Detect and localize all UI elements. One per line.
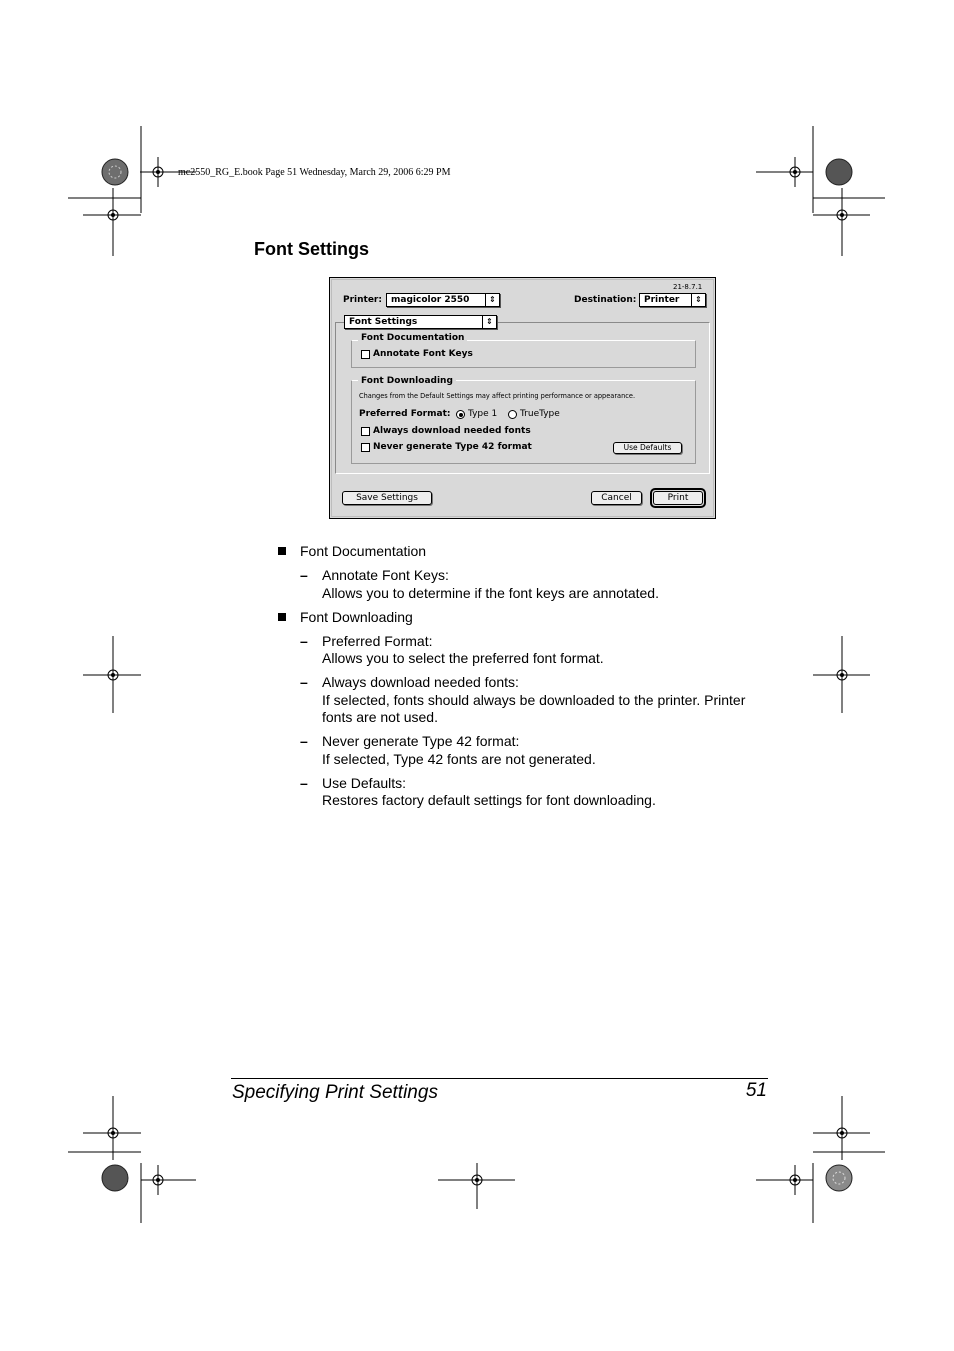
bullet-square-icon: [278, 547, 286, 555]
sub-item-term: Preferred Format:: [322, 632, 433, 649]
sub-item-term: Never generate Type 42 format:: [322, 733, 520, 749]
sub-item-desc: Allows you to determine if the font keys are annotated.: [322, 584, 659, 601]
type1-label: Type 1: [468, 409, 498, 419]
print-header: mc2550_RG_E.book Page 51 Wednesday, March 29, 2006 6:29 PM: [178, 167, 451, 178]
printer-popup-value: magicolor 2550: [391, 295, 470, 305]
sub-item-never-generate: [278, 733, 798, 768]
sub-item-term: Use Defaults:: [322, 774, 407, 791]
footer-rule: [231, 1078, 768, 1079]
annotate-font-keys-checkbox[interactable]: [361, 350, 370, 359]
truetype-label: TrueType: [520, 409, 560, 419]
page-number: 51: [745, 1080, 767, 1101]
save-settings-button[interactable]: Save Settings: [342, 491, 432, 505]
use-defaults-button[interactable]: Use Defaults: [613, 442, 682, 454]
sub-item-term: Annotate Font Keys:: [322, 567, 449, 583]
type1-radio[interactable]: [456, 410, 465, 419]
always-download-checkbox[interactable]: [361, 427, 370, 436]
section-title: Font Settings: [254, 239, 369, 259]
sub-item-use-defaults: [278, 775, 798, 810]
print-dialog: [329, 277, 716, 519]
version-label: 21-8.7.1: [673, 283, 703, 291]
sub-item-preferred-format: [278, 633, 798, 668]
dash-icon: –: [300, 632, 308, 649]
list-item-font-documentation: [278, 543, 798, 561]
font-downloading-title: Font Downloading: [358, 376, 456, 386]
destination-label: Destination:: [574, 295, 637, 305]
truetype-radio[interactable]: [508, 410, 517, 419]
destination-popup[interactable]: [639, 293, 706, 307]
sub-item-desc: If selected, Type 42 fonts are not generated.: [322, 750, 596, 767]
print-button-frame: [650, 488, 706, 508]
never-generate-checkbox[interactable]: [361, 443, 370, 452]
dash-icon: –: [300, 774, 308, 791]
bullet-square-icon: [278, 613, 286, 621]
font-documentation-title: Font Documentation: [358, 333, 467, 343]
sub-item-desc: If selected, fonts should always be downloaded to the printer. Printer fonts are not used.: [322, 691, 746, 725]
settings-description-list: [278, 543, 798, 816]
panel-popup[interactable]: [344, 315, 497, 329]
always-download-label: Always download needed fonts: [373, 426, 531, 436]
dash-icon: –: [300, 733, 308, 749]
print-button[interactable]: Print: [653, 491, 703, 505]
printer-popup[interactable]: [386, 293, 500, 307]
popup-arrows-icon: ⇕: [482, 316, 496, 328]
destination-popup-value: Printer: [644, 295, 680, 305]
printer-label: Printer:: [343, 295, 382, 305]
dash-icon: –: [300, 674, 308, 690]
preferred-format-label: Preferred Format:: [359, 409, 451, 419]
dash-icon: –: [300, 567, 308, 583]
sub-item-annotate-font-keys: [278, 567, 798, 602]
list-item-font-downloading: [278, 609, 798, 627]
sub-item-always-download: [278, 674, 798, 727]
footer-title: Specifying Print Settings: [232, 1082, 438, 1103]
annotate-font-keys-label: Annotate Font Keys: [373, 349, 473, 359]
never-generate-label: Never generate Type 42 format: [373, 442, 532, 452]
font-downloading-note: Changes from the Default Settings may affect printing performance or appearance.: [359, 392, 636, 400]
sub-item-desc: Restores factory default settings for font downloading.: [322, 792, 656, 808]
sub-item-term: Always download needed fonts:: [322, 674, 519, 690]
list-item-label: Font Documentation: [300, 543, 427, 559]
panel-popup-value: Font Settings: [349, 317, 418, 327]
sub-item-desc: Allows you to select the preferred font format.: [322, 650, 604, 666]
popup-arrows-icon: ⇕: [485, 294, 499, 306]
cancel-button[interactable]: Cancel: [591, 491, 642, 505]
popup-arrows-icon: ⇕: [691, 294, 705, 306]
list-item-label: Font Downloading: [300, 608, 413, 625]
